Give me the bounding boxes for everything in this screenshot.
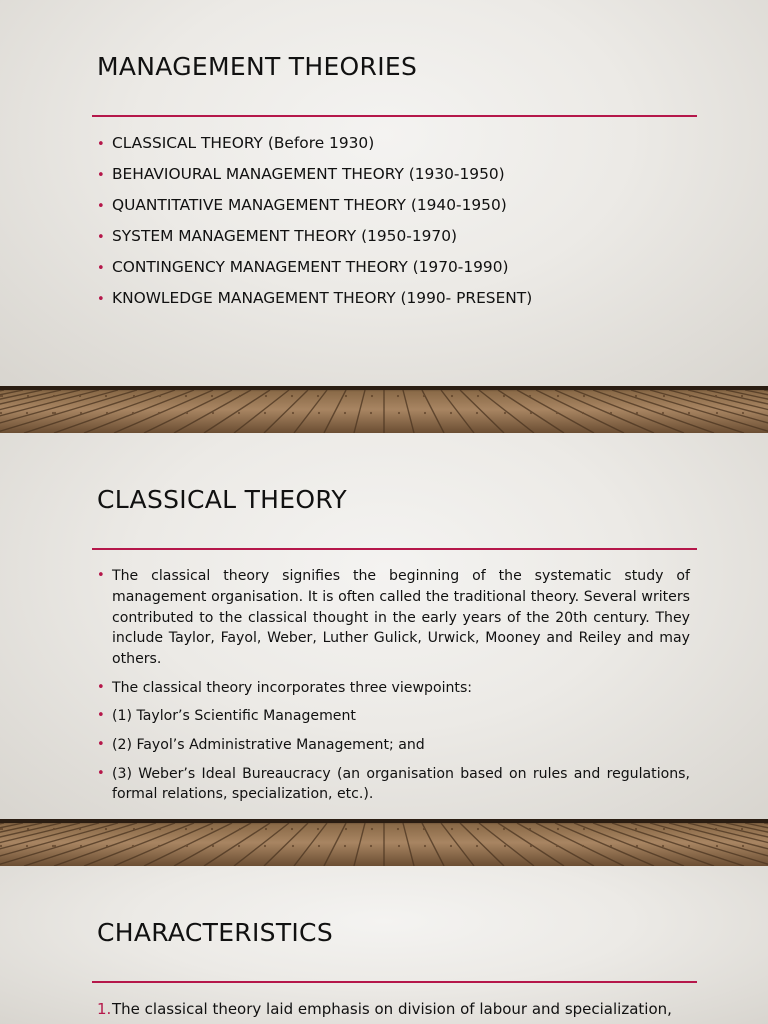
bullet-icon: • bbox=[97, 736, 105, 752]
bullet-icon: • bbox=[97, 679, 105, 695]
list-item-text: (1) Taylor’s Scientific Management bbox=[112, 708, 356, 725]
list-item bbox=[97, 999, 690, 1019]
list-item bbox=[97, 678, 690, 699]
wood-knot bbox=[450, 412, 452, 414]
list-item-text: (3) Weber’s Ideal Bureaucracy (an organisation based on rules and regulations, formal relations, specialization, etc.). bbox=[112, 765, 690, 803]
wood-knot bbox=[1, 828, 3, 830]
wood-knot bbox=[133, 395, 135, 397]
wood-knot bbox=[609, 395, 611, 397]
wood-knot bbox=[344, 412, 346, 414]
bullet-list bbox=[97, 134, 690, 320]
wood-knot bbox=[370, 845, 372, 847]
wood-knot bbox=[264, 845, 266, 847]
wood-knot bbox=[159, 828, 161, 830]
wood-knot bbox=[450, 845, 452, 847]
wood-knot bbox=[292, 845, 294, 847]
list-item-text: SYSTEM MANAGEMENT THEORY (1950-1970) bbox=[112, 227, 457, 245]
wood-knot bbox=[530, 412, 532, 414]
wood-knot bbox=[27, 828, 29, 830]
wood-knot bbox=[504, 845, 506, 847]
wood-knot bbox=[371, 395, 373, 397]
wood-knot bbox=[54, 412, 56, 414]
wood-knot bbox=[477, 395, 479, 397]
slide-management-theories bbox=[0, 0, 768, 386]
wood-knot bbox=[186, 845, 188, 847]
list-item-text: The classical theory signifies the beginning of the systematic study of management organisation. It is often called the traditional theory. Several writers contributed to the classical thought in the early years of the 20th century. They include Taylor, Fayol, Weber, Luther Gulick, Urwick, Mooney and Reiley and may others. bbox=[112, 568, 690, 668]
wood-knot bbox=[318, 412, 320, 414]
wood-knot bbox=[27, 395, 29, 397]
wood-knot bbox=[132, 845, 134, 847]
wood-knot bbox=[423, 395, 425, 397]
wood-knot bbox=[557, 828, 559, 830]
wood-knot bbox=[742, 845, 744, 847]
bullet-icon: • bbox=[97, 137, 105, 152]
wood-knot bbox=[264, 412, 266, 414]
wood-knot bbox=[715, 828, 717, 830]
wood-knot bbox=[583, 828, 585, 830]
list-item-text: CLASSICAL THEORY (Before 1930) bbox=[112, 134, 375, 152]
wood-knot bbox=[53, 395, 55, 397]
wood-knot bbox=[185, 395, 187, 397]
bullet-icon: • bbox=[97, 765, 105, 781]
wood-knot bbox=[663, 395, 665, 397]
wood-knot bbox=[397, 828, 399, 830]
wood-floor-divider bbox=[0, 386, 768, 433]
wood-knot bbox=[26, 845, 28, 847]
wood-knot bbox=[238, 845, 240, 847]
wood-knot bbox=[635, 395, 637, 397]
title-divider bbox=[92, 115, 697, 117]
wood-knot bbox=[398, 412, 400, 414]
title-divider bbox=[92, 981, 697, 983]
wood-knot bbox=[291, 395, 293, 397]
list-item-text: BEHAVIOURAL MANAGEMENT THEORY (1930-1950) bbox=[112, 165, 505, 183]
wood-knot bbox=[715, 395, 717, 397]
list-item-text: (2) Fayol’s Administrative Management; and bbox=[112, 736, 425, 753]
list-item bbox=[97, 706, 690, 727]
wood-knot bbox=[636, 845, 638, 847]
wood-knot bbox=[662, 412, 664, 414]
wood-knot bbox=[133, 828, 135, 830]
wood-knot bbox=[503, 828, 505, 830]
wood-knot bbox=[504, 412, 506, 414]
wood-knot bbox=[716, 845, 718, 847]
wood-knot bbox=[609, 828, 611, 830]
wood-knot bbox=[185, 828, 187, 830]
numbered-list bbox=[97, 999, 690, 1019]
wood-knot bbox=[582, 845, 584, 847]
list-item bbox=[97, 196, 690, 227]
list-item bbox=[97, 764, 690, 806]
wood-knot bbox=[292, 412, 294, 414]
wood-knot bbox=[344, 845, 346, 847]
wood-knot bbox=[662, 845, 664, 847]
wood-knot bbox=[158, 412, 160, 414]
bullet-list bbox=[97, 566, 690, 813]
wood-knot bbox=[424, 845, 426, 847]
list-item bbox=[97, 289, 690, 320]
wood-knot bbox=[556, 845, 558, 847]
wood-knot bbox=[159, 395, 161, 397]
wood-knot bbox=[106, 845, 108, 847]
wood-knot bbox=[371, 828, 373, 830]
wood-knot bbox=[212, 845, 214, 847]
wood-knot bbox=[716, 412, 718, 414]
list-item bbox=[97, 134, 690, 165]
bullet-icon: • bbox=[97, 292, 105, 307]
list-item-text: The classical theory laid emphasis on division of labour and specialization, bbox=[112, 1000, 672, 1018]
wood-knot bbox=[106, 412, 108, 414]
list-item-text: CONTINGENCY MANAGEMENT THEORY (1970-1990) bbox=[112, 258, 509, 276]
bullet-icon: • bbox=[97, 568, 105, 583]
bullet-icon: • bbox=[97, 230, 105, 245]
wood-knot bbox=[689, 395, 691, 397]
title-divider bbox=[92, 548, 697, 550]
wood-knot bbox=[291, 828, 293, 830]
wood-knot bbox=[451, 828, 453, 830]
wood-knot bbox=[80, 845, 82, 847]
wood-knot bbox=[265, 828, 267, 830]
wood-knot bbox=[688, 845, 690, 847]
wood-knot bbox=[239, 828, 241, 830]
wood-knot bbox=[132, 412, 134, 414]
wood-knot bbox=[635, 828, 637, 830]
wood-knot bbox=[52, 412, 54, 414]
wood-knot bbox=[423, 828, 425, 830]
list-item bbox=[97, 735, 690, 756]
list-item bbox=[97, 227, 690, 258]
wood-knot bbox=[529, 828, 531, 830]
wood-knot bbox=[54, 845, 56, 847]
wood-knot bbox=[79, 395, 81, 397]
wood-knot bbox=[688, 412, 690, 414]
wood-knot bbox=[238, 412, 240, 414]
wood-knot bbox=[583, 395, 585, 397]
wood-knot bbox=[582, 412, 584, 414]
list-item-text: KNOWLEDGE MANAGEMENT THEORY (1990- PRESENT) bbox=[112, 289, 533, 307]
wood-knot bbox=[52, 845, 54, 847]
wood-knot bbox=[265, 395, 267, 397]
wood-knot bbox=[212, 412, 214, 414]
wood-knot bbox=[318, 845, 320, 847]
wood-knot bbox=[610, 412, 612, 414]
wood-knot bbox=[0, 845, 2, 847]
wood-knot bbox=[610, 845, 612, 847]
wood-knot bbox=[211, 395, 213, 397]
list-item-text: QUANTITATIVE MANAGEMENT THEORY (1940-1950) bbox=[112, 196, 507, 214]
slide-title: MANAGEMENT THEORIES bbox=[97, 52, 418, 81]
wood-knot bbox=[398, 845, 400, 847]
wood-floor-image bbox=[0, 819, 768, 866]
wood-knot bbox=[503, 395, 505, 397]
wood-knot bbox=[105, 828, 107, 830]
bullet-icon: • bbox=[97, 199, 105, 214]
wood-knot bbox=[556, 412, 558, 414]
wood-knot bbox=[186, 412, 188, 414]
wood-knot bbox=[105, 395, 107, 397]
wood-knot bbox=[239, 395, 241, 397]
wood-knot bbox=[1, 395, 3, 397]
wood-knot bbox=[477, 828, 479, 830]
list-item bbox=[97, 566, 690, 670]
slide-characteristics bbox=[0, 866, 768, 1024]
wood-knot bbox=[557, 395, 559, 397]
wood-knot bbox=[317, 828, 319, 830]
bullet-icon: • bbox=[97, 708, 105, 724]
wood-knot bbox=[397, 395, 399, 397]
wood-knot bbox=[211, 828, 213, 830]
wood-knot bbox=[79, 828, 81, 830]
wood-knot bbox=[345, 828, 347, 830]
wood-floor-image bbox=[0, 386, 768, 433]
wood-knot bbox=[741, 828, 743, 830]
slide-title: CHARACTERISTICS bbox=[97, 918, 333, 947]
wood-knot bbox=[636, 412, 638, 414]
wood-knot bbox=[370, 412, 372, 414]
wood-knot bbox=[529, 395, 531, 397]
wood-knot bbox=[158, 845, 160, 847]
wood-knot bbox=[663, 828, 665, 830]
wood-knot bbox=[80, 412, 82, 414]
wood-knot bbox=[689, 828, 691, 830]
list-item bbox=[97, 165, 690, 196]
wood-knot bbox=[424, 412, 426, 414]
wood-knot bbox=[53, 828, 55, 830]
wood-knot bbox=[476, 412, 478, 414]
wood-knot bbox=[742, 412, 744, 414]
wood-knot bbox=[451, 395, 453, 397]
wood-knot bbox=[345, 395, 347, 397]
bullet-icon: • bbox=[97, 168, 105, 183]
slide-title: CLASSICAL THEORY bbox=[97, 485, 347, 514]
slide-classical-theory bbox=[0, 433, 768, 819]
wood-knot bbox=[26, 412, 28, 414]
wood-floor-divider bbox=[0, 819, 768, 866]
list-item-text: The classical theory incorporates three viewpoints: bbox=[112, 679, 473, 696]
wood-knot bbox=[476, 845, 478, 847]
list-item bbox=[97, 258, 690, 289]
wood-knot bbox=[530, 845, 532, 847]
bullet-icon: • bbox=[97, 261, 105, 276]
wood-knot bbox=[741, 395, 743, 397]
wood-knot bbox=[317, 395, 319, 397]
wood-knot bbox=[0, 412, 2, 414]
list-number: 1. bbox=[97, 1000, 112, 1018]
